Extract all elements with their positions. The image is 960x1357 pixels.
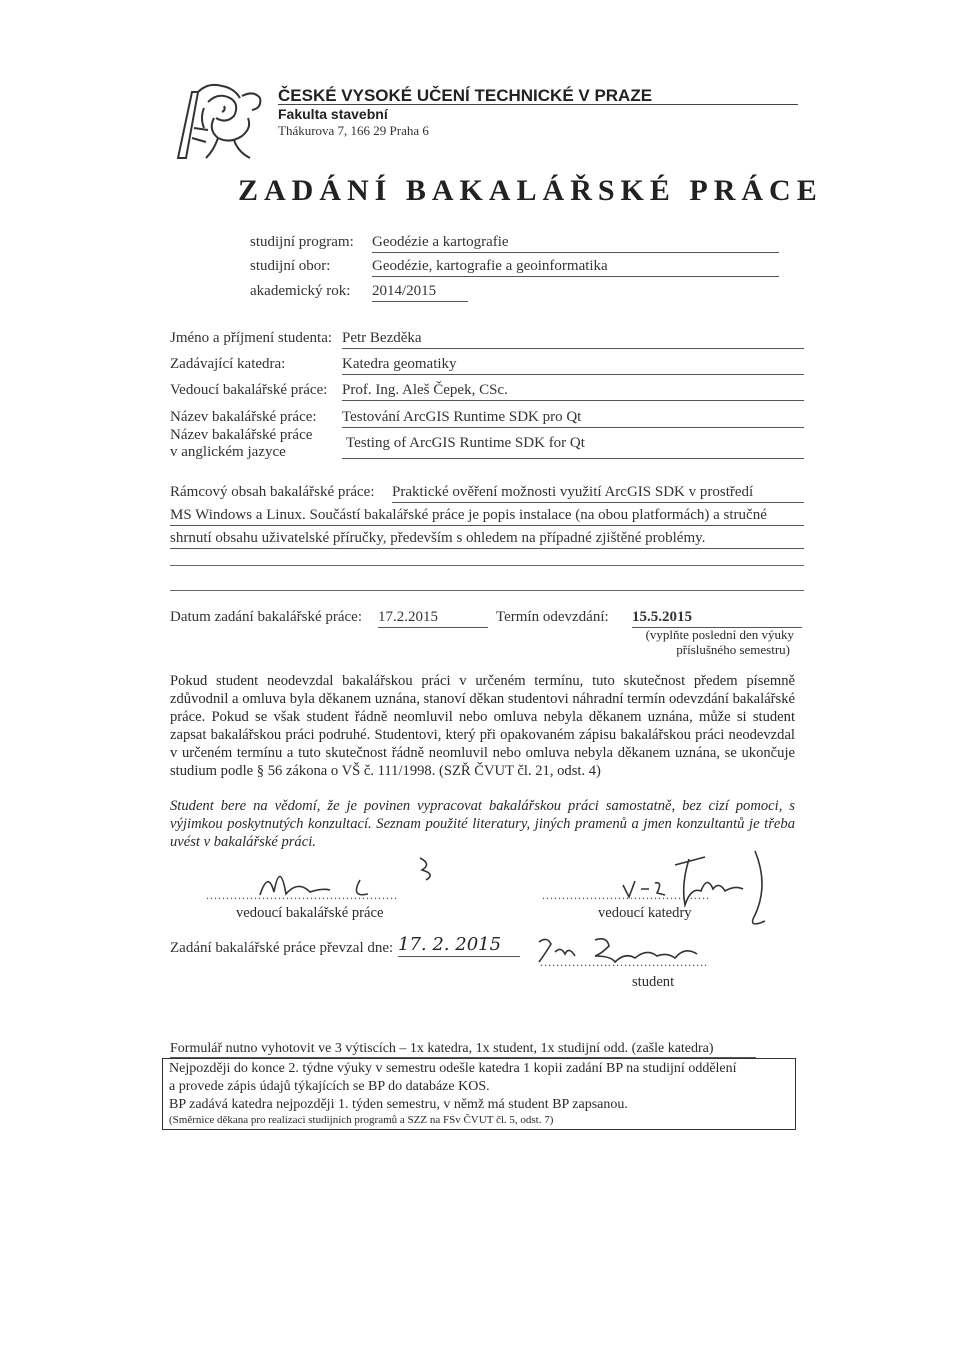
- supervisor-signature-dots: ................................................: [206, 888, 398, 902]
- supervisor-signature: [250, 850, 450, 910]
- assigned-date-label: Datum zadání bakalářské práce:: [170, 609, 362, 625]
- thesis-title-value: Testování ArcGIS Runtime SDK pro Qt: [342, 409, 804, 428]
- content-line-3: shrnutí obsahu uživatelské příručky, především s ohledem na případné zjištěné problémy.: [170, 530, 804, 549]
- thesis-title-en-label-2: v anglickém jazyce: [170, 444, 286, 460]
- footer-line-2: Nejpozději do konce 2. týdne výuky v semestru odešle katedra 1 kopii zadání BP na studijní oddělení: [169, 1061, 737, 1076]
- deadline-value: 15.5.2015: [632, 609, 802, 628]
- university-name: ČESKÉ VYSOKÉ UČENÍ TECHNICKÉ V PRAZE: [278, 86, 653, 105]
- academic-year-value: 2014/2015: [372, 283, 468, 302]
- rules-paragraph: Pokud student neodevzdal bakalářskou práci v určeném termínu, tuto skutečnost předem písemně zdůvodnil a omluva byla děkanem uznána, stanoví děkan studentovi náhradní termín odevzdání bakalářské práce. Pokud se však student řádně neomluvil nebo omluva nebyla děkanem uznána, může si student zapsat bakalářskou práci podruhé. Studentovi, který při opakovaném zápisu bakalářskou práci neodevzdal v určeném termínu a tuto skutečnost řádně neomluvil nebo omluva nebyla děkanem uznána, se ukončuje studium podle § 56 zákona o VŠ č. 111/1998. (SZŘ ČVUT čl. 21, odst. 4): [170, 673, 795, 779]
- received-date: 17. 2. 2015: [398, 934, 520, 957]
- thesis-title-en-label-1: Název bakalářské práce: [170, 427, 313, 443]
- faculty-name: Fakulta stavební: [278, 106, 388, 122]
- academic-year-label: akademický rok:: [250, 283, 351, 299]
- deadline-label: Termín odevzdání:: [496, 609, 609, 625]
- assigned-date-value: 17.2.2015: [378, 609, 488, 628]
- header-rule: [278, 104, 798, 105]
- student-label: Jméno a příjmení studenta:: [170, 330, 333, 346]
- head-caption: vedoucí katedry: [598, 905, 692, 921]
- thesis-title-label: Název bakalářské práce:: [170, 409, 317, 425]
- deadline-note-1: (vyplňte poslední den výuky: [645, 627, 794, 642]
- footer-box: [162, 1058, 796, 1130]
- supervisor-label: Vedoucí bakalářské práce:: [170, 382, 328, 398]
- ctu-logo: [168, 78, 268, 168]
- faculty-address: Thákurova 7, 166 29 Praha 6: [278, 123, 429, 138]
- deadline-note-2: příslušného semestru): [676, 642, 790, 657]
- program-label: studijní program:: [250, 234, 354, 250]
- thesis-title-en-value: Testing of ArcGIS Runtime SDK for Qt: [346, 435, 585, 451]
- footer-line-4: BP zadává katedra nejpozději 1. týden semestru, v němž má student BP zapsanou.: [169, 1097, 628, 1112]
- program-value: Geodézie a kartografie: [372, 234, 779, 253]
- footer-line-3: a provede zápis údajů týkajících se BP do databáze KOS.: [169, 1079, 490, 1094]
- supervisor-value: Prof. Ing. Aleš Čepek, CSc.: [342, 382, 804, 401]
- content-blank-line-1: [170, 565, 804, 566]
- content-blank-line-2: [170, 590, 804, 591]
- content-label: Rámcový obsah bakalářské práce:: [170, 484, 375, 500]
- field-label: studijní obor:: [250, 258, 331, 274]
- footer-line-1: Formulář nutno vyhotovit ve 3 výtiscích – 1x katedra, 1x student, 1x studijní odd. (zašle katedra): [170, 1041, 756, 1058]
- content-line-1: Praktické ověření možnosti využití ArcGIS SDK v prostředí: [392, 484, 804, 503]
- received-label: Zadání bakalářské práce převzal dne:: [170, 940, 394, 956]
- declaration-paragraph: Student bere na vědomí, že je povinen vypracovat bakalářskou práci samostatně, bez cizí pomoci, s výjimkou poskytnutých konzultací. Seznam použité literatury, jiných pramenů a jmen konzultantů je třeba uvést v bakalářské práci.: [170, 798, 795, 850]
- student-signature-dots: ..........................................: [540, 955, 708, 969]
- title-en-rule: [342, 458, 804, 459]
- supervisor-caption: vedoucí bakalářské práce: [236, 905, 384, 921]
- page-title: ZADÁNÍ BAKALÁŘSKÉ PRÁCE: [238, 174, 823, 207]
- department-value: Katedra geomatiky: [342, 356, 804, 375]
- field-value: Geodézie, kartografie a geoinformatika: [372, 258, 779, 277]
- footer-line-5: (Směrnice děkana pro realizaci studijních programů a SZZ na FSv ČVUT čl. 5, odst. 7): [169, 1114, 554, 1126]
- student-value: Petr Bezděka: [342, 330, 804, 349]
- content-line-2: MS Windows a Linux. Součástí bakalářské práce je popis instalace (na obou platformách) a stručné: [170, 507, 804, 526]
- head-signature-dots: ..........................................: [542, 888, 710, 902]
- student-caption: student: [632, 974, 675, 990]
- department-label: Zadávající katedra:: [170, 356, 286, 372]
